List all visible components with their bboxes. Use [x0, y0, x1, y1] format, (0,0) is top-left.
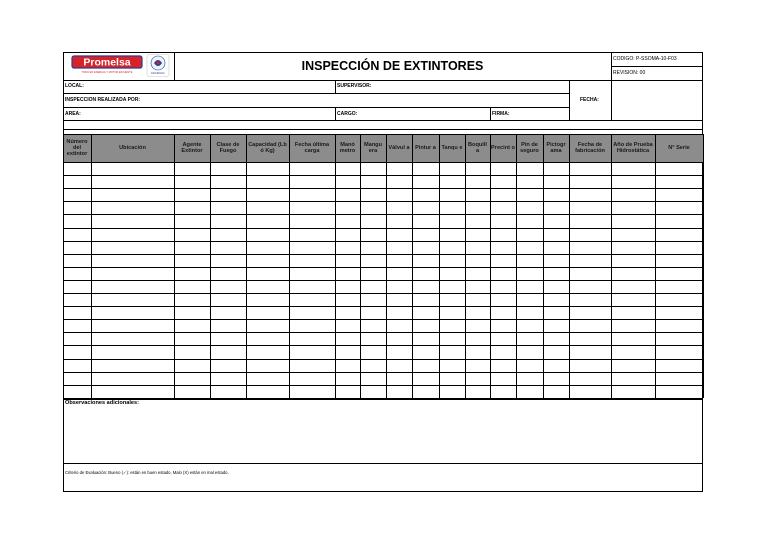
table-column-line: [210, 134, 211, 398]
table-column-line: [386, 134, 387, 398]
table-row[interactable]: [63, 372, 703, 385]
table-column-line: [335, 134, 336, 398]
table-column-line: [543, 134, 544, 398]
observations-label: Observaciones adicionales:: [65, 400, 139, 406]
table-row[interactable]: [63, 359, 703, 372]
table-header-cell: Manó metro: [339, 142, 356, 154]
table-row-line: [63, 134, 703, 135]
table-column-line: [465, 134, 466, 398]
table-header-cell: Boquill a: [468, 142, 487, 154]
table-row[interactable]: [63, 385, 703, 398]
table-row[interactable]: [63, 319, 703, 332]
local-field-label: LOCAL:: [65, 83, 84, 89]
table-header-cell: N° Serie: [668, 145, 690, 151]
table-row[interactable]: [63, 228, 703, 241]
table-column-line: [63, 134, 64, 398]
table-row[interactable]: [63, 280, 703, 293]
table-header-cell: Agente Extintor: [181, 142, 203, 154]
position-field-label: CARGO:: [337, 111, 358, 117]
document-revision: REVISION: 00: [613, 70, 646, 76]
table-column-line: [516, 134, 517, 398]
table-row[interactable]: [63, 345, 703, 358]
inspector-field-label: INSPECCION REALIZADA POR:: [65, 97, 141, 103]
table-header-cell: Pin de seguro: [520, 142, 539, 154]
table-column-line: [439, 134, 440, 398]
table-row[interactable]: [63, 201, 703, 214]
table-row[interactable]: [63, 267, 703, 280]
document-code: CODIGO: P-SSOMA-10-F03: [613, 56, 677, 62]
signature-field-label: FIRMA:: [492, 111, 510, 117]
table-header-cell: Número del extintor: [66, 139, 88, 157]
table-column-line: [289, 134, 290, 398]
table-header-cell: Válvul a: [388, 145, 410, 151]
table-header-cell: Tanqu e: [441, 145, 463, 151]
table-header-cell: Ubicación: [119, 145, 146, 151]
area-field-label: AREA:: [65, 111, 81, 117]
table-row[interactable]: [63, 306, 703, 319]
table-header-cell: Clase de Fuego: [216, 142, 240, 154]
table-header-cell: Pictogr ama: [546, 142, 566, 154]
table-column-line: [174, 134, 175, 398]
table-column-line: [703, 134, 704, 398]
page-title: INSPECCIÓN DE EXTINTORES: [301, 59, 484, 73]
table-column-line: [360, 134, 361, 398]
table-header-cell: Pintur a: [415, 145, 436, 151]
table-column-line: [490, 134, 491, 398]
table-header-cell: Mangu era: [363, 142, 383, 154]
table-header-cell: Fecha última carga: [294, 142, 330, 154]
table-column-line: [412, 134, 413, 398]
table-column-line: [655, 134, 656, 398]
table-header-cell: Año de Prueba Hidrostática: [613, 142, 653, 154]
logo-brand-text: Promelsa: [83, 56, 131, 69]
date-field-label: FECHA:: [580, 97, 599, 103]
table-row[interactable]: [63, 254, 703, 267]
table-header-cell: Fecha de fabricación: [575, 142, 605, 154]
table-row[interactable]: [63, 214, 703, 227]
table-row[interactable]: [63, 162, 703, 175]
svg-text:EFICIENCIA: EFICIENCIA: [151, 72, 165, 75]
table-header-cell: Precint o: [491, 145, 515, 151]
table-row[interactable]: [63, 188, 703, 201]
table-column-line: [91, 134, 92, 398]
table-column-line: [611, 134, 612, 398]
promelsa-logo: [70, 54, 174, 78]
table-column-line: [246, 134, 247, 398]
evaluation-criteria-text: Criterio de Evaluación: Bueno (✓): están en buen estado, Malo (X) están en mal estado.: [65, 470, 229, 475]
table-row[interactable]: [63, 175, 703, 188]
table-row[interactable]: [63, 241, 703, 254]
table-header-cell: Capacidad (Lb ó Kg): [248, 142, 287, 154]
table-row[interactable]: [63, 293, 703, 306]
logo-tagline-text: TODO EN ENERGIA Y MOTOR EFICIENTE: [81, 71, 133, 74]
table-row[interactable]: [63, 332, 703, 345]
table-column-line: [569, 134, 570, 398]
supervisor-field-label: SUPERVISOR:: [337, 83, 372, 89]
